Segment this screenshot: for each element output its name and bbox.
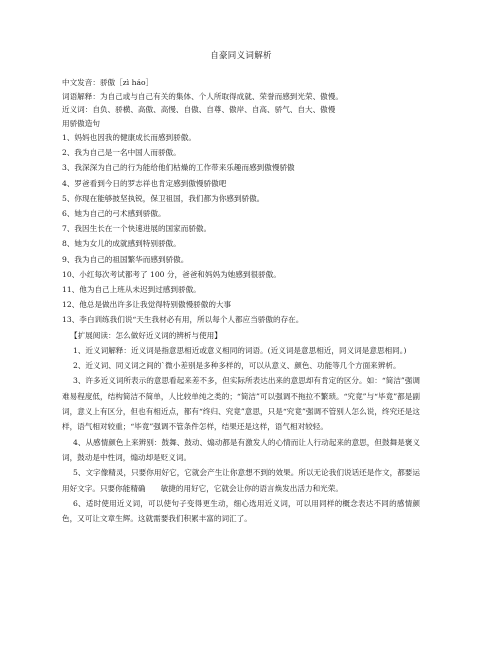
example-sentence: 9、我为自己的祖国繁华而感到骄傲。 <box>62 254 189 264</box>
example-sentence: 3、我深深为自己的行为能给他们枯燥的工作带来乐趣而感到傲慢骄傲 <box>62 163 295 173</box>
example-sentence: 12、他总是做出许多让我觉得特别傲慢骄傲的大事 <box>62 300 232 310</box>
definition-label: 词语解释： <box>62 91 100 101</box>
example-sentence: 1、妈妈也因我的健康成长而感到骄傲。 <box>62 133 196 142</box>
extended-paragraph: 2、近义词、同义词之间的`微小差别是多种多样的，可以从意义、颜色、功能等几个方面来辨析。 <box>73 361 401 371</box>
synonyms-text: 自负、骄横、高傲、高慢、自傲、自尊、傲岸、自高、骄气、自大、傲慢 <box>92 105 336 114</box>
example-sentence: 11、他为自己上班从未迟到过感到骄傲。 <box>62 285 201 295</box>
example-sentence-list <box>62 130 420 328</box>
example-sentence: 2、我为自己是一名中国人而骄傲。 <box>62 148 181 158</box>
extended-paragraph-list <box>62 343 420 527</box>
definition-line <box>62 90 420 104</box>
example-sentence: 10、小红每次考试都考了 100 分，爸爸和妈妈为她感到很骄傲。 <box>62 269 281 279</box>
examples-heading: 用骄傲造句 <box>62 118 100 128</box>
extended-paragraph: 6、适时使用近义词，可以使句子变得更生动，细心选用近义词，可以用同样的概念表达不同的感情颜色，又可让文章生辉。这就需要我们积累丰富的词汇了。 <box>62 498 420 524</box>
extended-reading-heading: 【扩展阅读：怎么做好近义词的辨析与使用】 <box>70 330 222 340</box>
extended-paragraph: 5、文字像精灵，只要你用好它，它就会产生让你意想不到的效果。所以无论我们说话还是作文，都要运用好文字。只要你能精确 敏捷的用好它，它就会让你的语言焕发出活力和光荣。 <box>62 468 420 493</box>
example-sentence: 13、李白训练我们说“天生我材必有用，所以每个人都应当骄傲的存在。 <box>62 315 304 325</box>
example-sentence: 7、我因生长在一个快速进展的国家而骄傲。 <box>62 224 212 234</box>
synonyms-label: 近义词： <box>62 105 93 114</box>
extended-paragraph: 1、近义词解释：近义词是指意思相近或意义相同的词语。(近义词是意思相近，同义词是意思相同。) <box>73 345 407 355</box>
pinyin-line: 中文发音：骄傲［zì háo］ <box>62 78 154 87</box>
extended-paragraph: 4、从感情颜色上来辨别：鼓舞、鼓动、煽动都是有激发人的心情而让人行动起来的意思，但鼓舞是褒义词，鼓动是中性词，煽动却是贬义词。 <box>62 437 420 462</box>
example-sentence: 4、罗爸看到今日的罗志祥也肯定感到傲慢骄傲吧 <box>62 178 227 188</box>
definition-text: 为自己或与自己有关的集体、个人所取得成就、荣誉而感到光荣、傲慢。 <box>99 91 343 101</box>
example-sentence: 6、她为自己的弓术感到骄傲。 <box>62 209 166 219</box>
page-title: 自豪同义词解析 <box>210 51 272 61</box>
synonyms-line <box>62 103 420 117</box>
extended-paragraph: 3、许多近义词所表示的意思看起来差不多，但实际所表达出来的意思却有肯定的区分。如：“简洁”强调难易程度低，结构简洁不简单，人比较单纯之类的；“简洁”可以强调不拖拉不繁琐。“究竟”与“毕竟”都是副词，意义上有区分，但也有相近点，都有“终归、究竟”意思，只是“究竟”强调不管别人怎么说，终究还是这样，语气相对较重；“毕竟”强调不管条件怎样，结果还是这样，语气相对较轻。 <box>62 376 420 432</box>
example-sentence: 5、你现在能够披坚执锐，保卫祖国，我们都为你感到骄傲。 <box>62 193 265 203</box>
example-sentence: 8、她为女儿的成就感到特别骄傲。 <box>62 239 181 249</box>
